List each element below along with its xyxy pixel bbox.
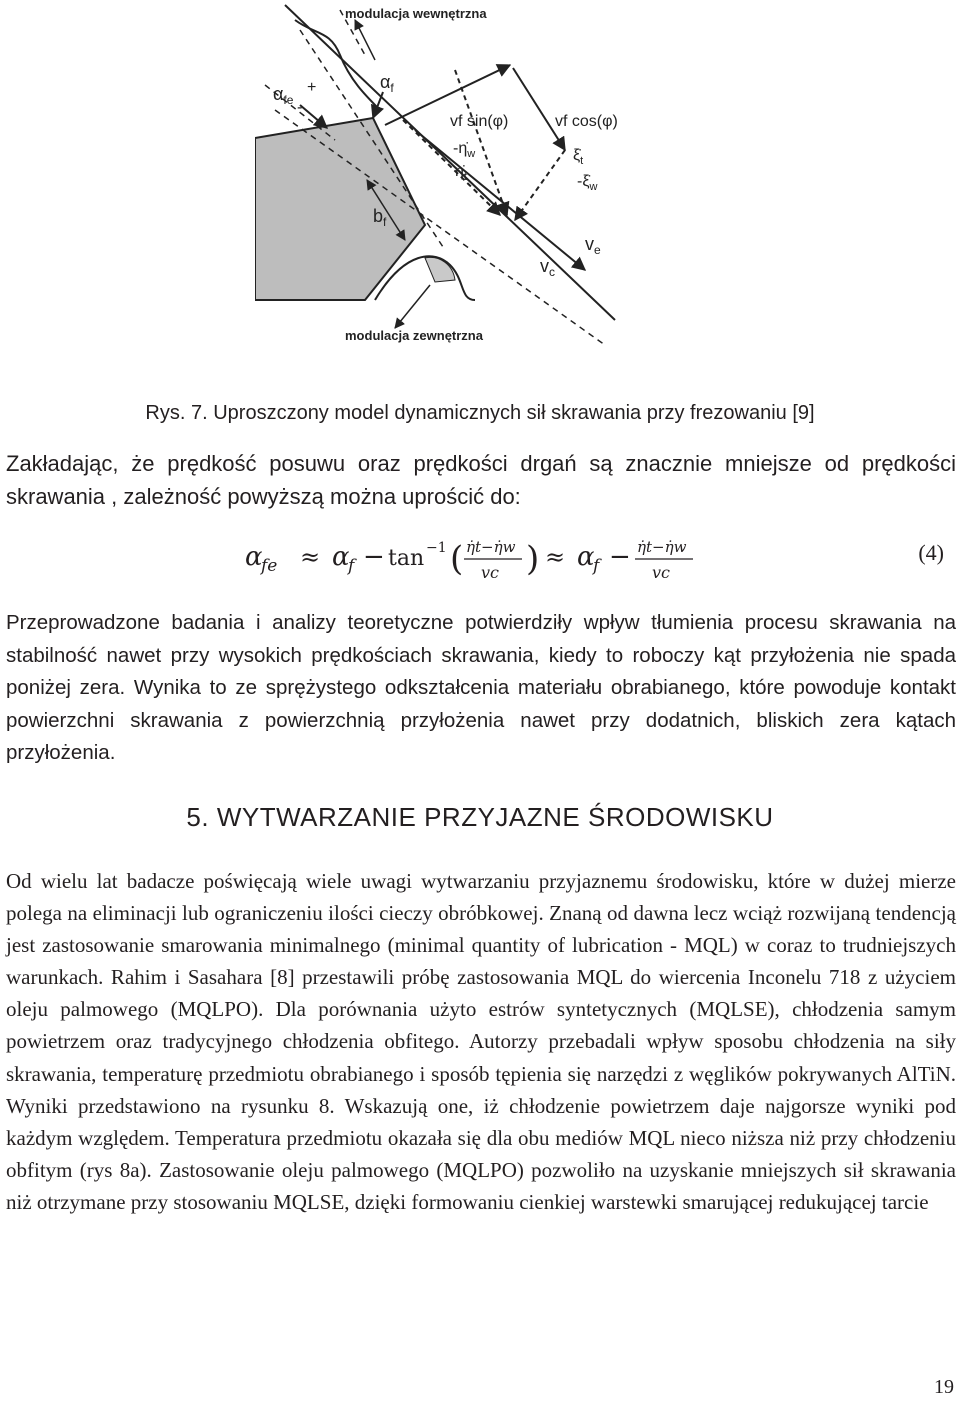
paragraph-2: Przeprowadzone badania i analizy teoretyczne potwierdziły wpływ tłumienia procesu skrawania na stabilność nawet przy wysokich prędkościach skrawania, kiedy to roboczy kąt przyłożenia nie spada poniżej zera. Wynika to ze sprężystego odkształcenia materiału obrabianego, które powoduje kontakt powierzchni skrawania z powierzchnią przyłożenia nawet przy dodatnich, bliskich zera kątach przyłożenia. <box>6 611 956 764</box>
tan-label: tan <box>388 546 425 571</box>
svg-text:η̇t−η̇w: η̇t−η̇w <box>637 538 687 556</box>
approx-sign-1: ≈ <box>300 543 321 571</box>
diagram-svg <box>255 0 655 360</box>
page-number: 19 <box>934 1376 954 1398</box>
label-eta-w: $-\etȧ_w$ <box>453 140 476 160</box>
label-xi-w: $-\xi̇_w$ <box>577 173 598 193</box>
label-plus: + <box>307 79 317 96</box>
outer-modulation-fill <box>425 257 455 282</box>
alpha-fe-arrow <box>300 105 327 128</box>
cutting-force-diagram <box>255 0 655 360</box>
svg-text:η̇t−η̇w: η̇t−η̇w <box>466 538 516 556</box>
label-ve: $v_e$ <box>585 234 601 257</box>
vector-ve <box>415 130 585 270</box>
approx-sign-2: ≈ <box>545 543 566 571</box>
figure-caption: Rys. 7. Uproszczony model dynamicznych sił skrawania przy frezowaniu [9] <box>145 402 815 424</box>
svg-text:α: α <box>332 542 350 572</box>
equation-4 <box>240 530 740 590</box>
label-top: modulacja wewnętrzna <box>345 6 487 21</box>
paragraph-3: Od wielu lat badacze poświęcają wiele uwagi wytwarzaniu przyjaznemu środowisku, które w dużej mierze polega na eliminacji lub ograniczeniu ilości cieczy obróbkowej. Znaną od dawna lecz wciąż rozwijaną tendencją jest zastosowanie smarowania minimalnego (minimal quantity of lubrication - MQL) w coraz to trudniejszych warunkach. Rahim i Sasahara [8] przestawili próbę zastosowania MQL do wiercenia Inconelu 718 z użyciem oleju palmowego (MQLPO). Dla porównania użyto estrów syntetycznych (MQLSE), chłodzenia samym powietrzem oraz tradycyjnego chłodzenia obfitego. Autorzy przebadali wpływ sposobu chłodzenia na siły skrawania, temperaturę przedmiotu obrabianego i sposób tępienia się narzędzi z węglików pokrywanych AlTiN. Wyniki przedstawiono na rysunku 8. Wskazują one, iż chłodzenie powietrzem daje najgorsze wyniki pod każdym względem. Temperatura przedmiotu okazała się dla obu mediów MQL nieco niższa niż przy chłodzeniu obfitym (rys 8a). Zastosowanie oleju palmowego (MQLPO) pozwoliło na uzyskanie mniejszych sił skrawania niż otrzymane przy stosowaniu MQLSE, dzięki formowaniu cienkiej warstewki smarującej redukującej tarcie <box>6 869 956 1214</box>
paragraph-1: Zakładając, że prędkość posuwu oraz prędkości drgań są znacznie mniejsze od prędkości skrawania , zależność powyższą można uprościć do: <box>6 451 956 509</box>
vector-eta <box>403 120 500 215</box>
label-vf-sin: vf sin(φ) <box>450 113 509 130</box>
vector-xi <box>515 150 565 220</box>
svg-text:α: α <box>577 542 595 572</box>
section-heading: 5. WYTWARZANIE PRZYJAZNE ŚRODOWISKU <box>186 802 774 832</box>
label-bf: $b_f$ <box>373 206 387 229</box>
svg-text:vc: vc <box>481 563 499 582</box>
label-bottom: modulacja zewnętrzna <box>345 328 483 343</box>
equation-number: (4) <box>918 540 944 565</box>
svg-text:fe: fe <box>261 556 278 576</box>
minus-sign-1: − <box>363 542 385 572</box>
svg-text:(: ( <box>450 539 464 579</box>
label-minus: - <box>297 99 303 116</box>
label-vc: $v_c$ <box>540 256 555 279</box>
vector-vf-cos <box>513 68 565 150</box>
tool-wedge <box>255 118 425 300</box>
label-vf-cos: vf cos(φ) <box>555 113 618 130</box>
outer-arrow <box>395 285 430 328</box>
label-alpha-f: $\alpha_f$ <box>380 72 394 95</box>
label-alpha-fe: $\alpha_{fe}$ <box>273 84 294 107</box>
label-eta-t: $\etȧ_t$ <box>455 163 467 183</box>
minus-sign-2: − <box>609 542 631 572</box>
svg-text:): ) <box>526 539 540 579</box>
tan-power: −1 <box>426 540 447 556</box>
equation-svg <box>240 530 740 590</box>
label-xi-t: $\xi̇_t$ <box>573 147 584 167</box>
svg-text:α: α <box>245 542 263 572</box>
top-arrow <box>355 20 375 60</box>
svg-text:f: f <box>348 556 355 576</box>
inner-modulation-curve <box>295 20 380 110</box>
svg-text:f: f <box>593 556 600 576</box>
svg-text:vc: vc <box>652 563 670 582</box>
